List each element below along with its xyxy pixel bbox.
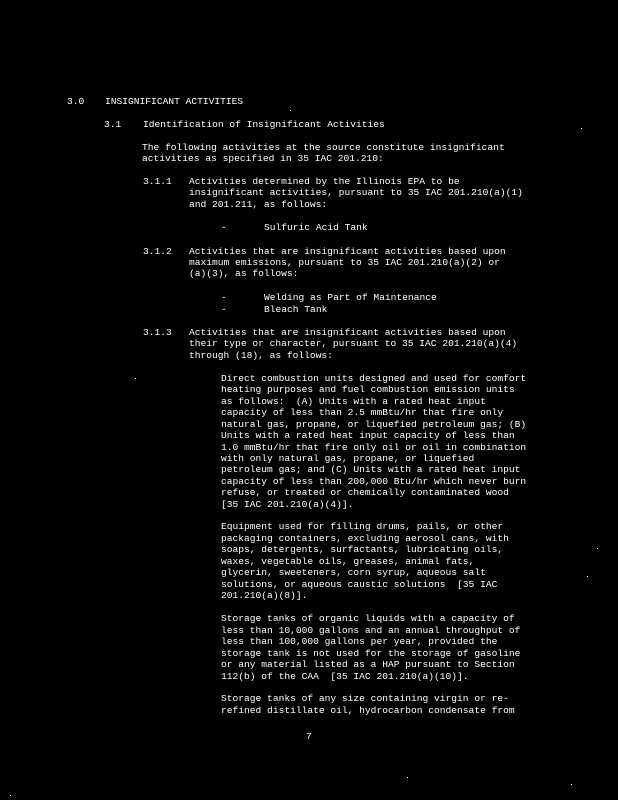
scan-speck: [587, 576, 588, 577]
item-line: Activities determined by the Illinois EPA to be: [189, 176, 460, 187]
paragraph-line: 1.0 mmBtu/hr that fire only oil or oil in combination: [221, 442, 527, 453]
paragraph-line: heating purposes and fuel combustion emission units: [221, 384, 515, 395]
bullet-dash: -: [221, 292, 227, 303]
paragraph-line: or any material listed as a HAP pursuant to Section: [221, 659, 515, 670]
paragraph-line: 112(b) of the CAA [35 IAC 201.210(a)(10)].: [221, 671, 469, 682]
paragraph-line: capacity of less than 200,000 Btu/hr which never burn: [221, 476, 527, 487]
section-number: 3.0: [67, 96, 85, 107]
item-line: through (18), as follows:: [189, 350, 333, 361]
bullet-item: Sulfuric Acid Tank: [264, 222, 368, 233]
bullet-dash: -: [221, 304, 227, 315]
scan-speck: [135, 378, 136, 379]
paragraph-line: Storage tanks of any size containing virgin or re-: [221, 693, 509, 704]
scan-speck: [10, 795, 11, 796]
bullet-dash: -: [221, 222, 227, 233]
item-line: their type or character, pursuant to 35 IAC 201.210(a)(4): [189, 338, 518, 349]
paragraph-line: petroleum gas; and (C) Units with a rated heat input: [221, 464, 521, 475]
subsection-number: 3.1: [104, 119, 122, 130]
item-line: Activities that are insignificant activities based upon: [189, 246, 506, 257]
paragraph-line: soaps, detergents, surfactants, lubricating oils,: [221, 544, 504, 555]
scan-speck: [290, 110, 291, 111]
scan-speck: [571, 784, 572, 785]
intro-line: activities as specified in 35 IAC 201.210:: [142, 153, 384, 164]
paragraph-line: solutions, or aqueous caustic solutions [35 IAC: [221, 579, 498, 590]
item-number: 3.1.3: [143, 327, 172, 338]
item-line: (a)(3), as follows:: [189, 268, 299, 279]
paragraph-line: Direct combustion units designed and used for comfort: [221, 373, 527, 384]
paragraph-line: capacity of less than 2.5 mmBtu/hr that fire only: [221, 407, 504, 418]
paragraph-line: packaging containers, excluding aerosol cans, with: [221, 533, 509, 544]
item-line: insignificant activities, pursuant to 35 IAC 201.210(a)(1): [189, 187, 523, 198]
paragraph-line: [35 IAC 201.210(a)(4)].: [221, 499, 354, 510]
paragraph-line: Storage tanks of organic liquids with a capacity of: [221, 613, 515, 624]
page-number: 7: [306, 731, 312, 742]
paragraph-line: 201.210(a)(8)].: [221, 590, 308, 601]
paragraph-line: refined distillate oil, hydrocarbon condensate from: [221, 705, 515, 716]
paragraph-line: less than 100,000 gallons per year, provided the: [221, 636, 498, 647]
item-number: 3.1.1: [143, 176, 172, 187]
item-line: Activities that are insignificant activities based upon: [189, 327, 506, 338]
scan-speck: [581, 128, 582, 129]
bullet-item: Bleach Tank: [264, 304, 328, 315]
subsection-title: Identification of Insignificant Activities: [143, 119, 385, 130]
paragraph-line: Units with a rated heat input capacity of less than: [221, 430, 515, 441]
paragraph-line: waxes, vegetable oils, greases, animal fats,: [221, 556, 475, 567]
paragraph-line: less than 10,000 gallons and an annual throughput of: [221, 625, 521, 636]
paragraph-line: Equipment used for filling drums, pails, or other: [221, 521, 504, 532]
paragraph-line: natural gas, propane, or liquefied petroleum gas; (B): [221, 419, 527, 430]
intro-line: The following activities at the source constitute insignificant: [142, 142, 505, 153]
scan-speck: [597, 548, 598, 549]
section-title: INSIGNIFICANT ACTIVITIES: [105, 96, 244, 107]
paragraph-line: refuse, or treated or chemically contaminated wood: [221, 487, 509, 498]
item-line: maximum emissions, pursuant to 35 IAC 201.210(a)(2) or: [189, 257, 500, 268]
item-number: 3.1.2: [143, 246, 172, 257]
paragraph-line: with only natural gas, propane, or liquefied: [221, 453, 475, 464]
paragraph-line: storage tank is not used for the storage of gasoline: [221, 648, 521, 659]
scan-speck: [407, 777, 408, 778]
paragraph-line: as follows: (A) Units with a rated heat input: [221, 396, 486, 407]
item-line: and 201.211, as follows:: [189, 199, 328, 210]
paragraph-line: glycerin, sweeteners, corn syrup, aqueous salt: [221, 567, 486, 578]
bullet-item: Welding as Part of Maintenance: [264, 292, 437, 303]
